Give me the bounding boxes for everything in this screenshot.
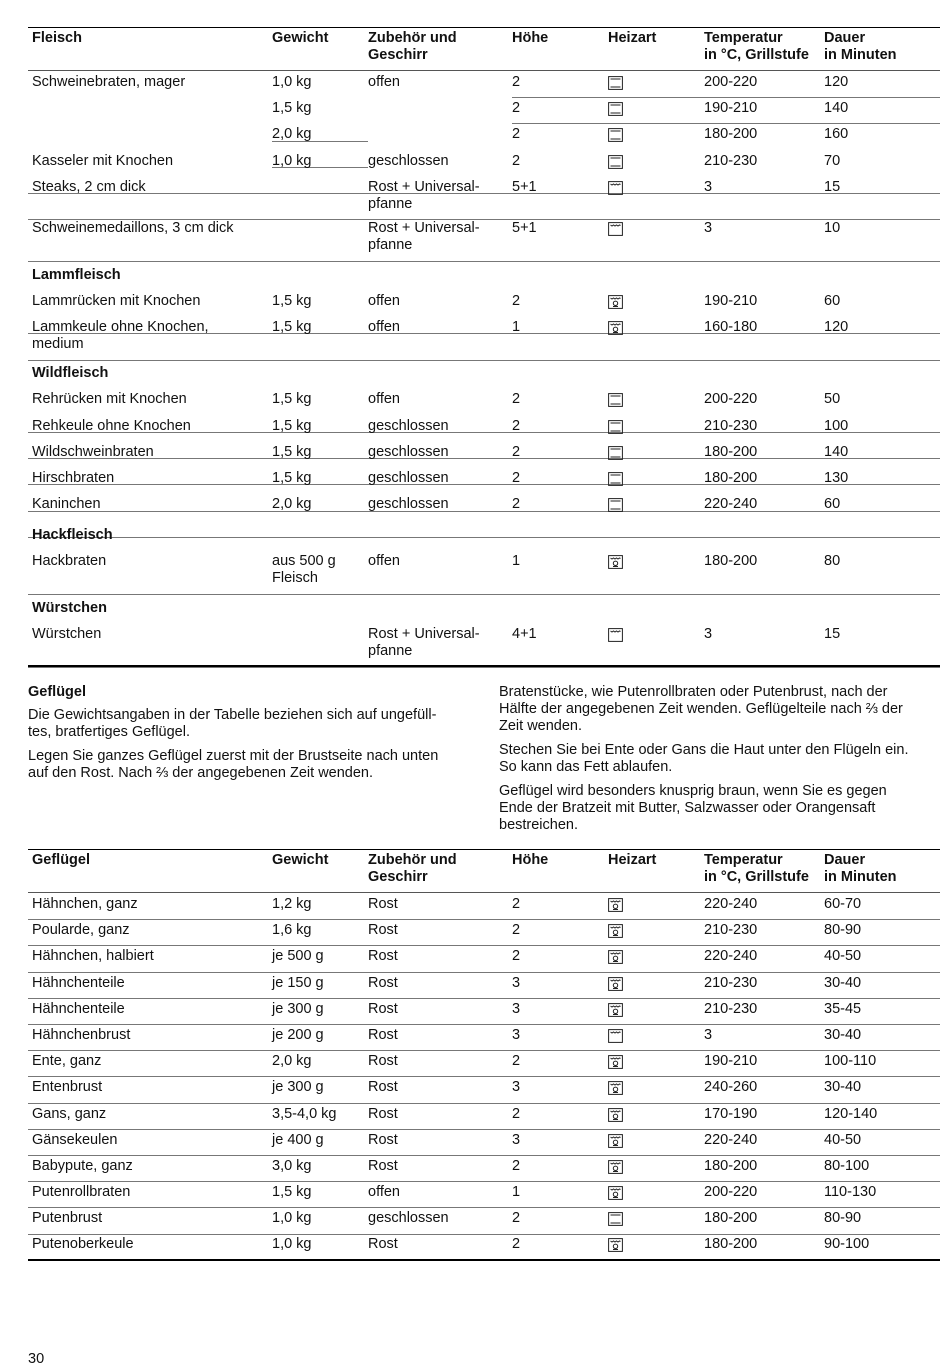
temperature: 180-200 (704, 1157, 758, 1174)
shelf-level: 2 (512, 496, 521, 513)
table-row (28, 493, 940, 519)
accessory: offen (368, 74, 400, 90)
temperature: 180-200 (704, 1210, 758, 1227)
accessory: Rost (368, 1053, 398, 1070)
temperature: 220-240 (704, 896, 758, 912)
poultry-paragraph: Legen Sie ganzes Geflügel zuerst mit der Brustseite nach unten auf den Rost. Nach ⅔ der angegebenen Zeit wenden. (28, 748, 439, 781)
food-name: Hähnchen, ganz (32, 896, 138, 912)
duration: 130 (824, 470, 849, 486)
weight: 1,5 kg (272, 318, 312, 335)
accessory: Rost + Universal- pfanne (368, 220, 480, 254)
fan-grill-icon (608, 924, 623, 938)
header-food: Geflügel (32, 852, 91, 868)
section-heading (28, 259, 940, 290)
shelf-level: 2 (512, 1053, 521, 1070)
shelf-level: 2 (512, 443, 521, 460)
table-row (28, 71, 940, 97)
temperature: 220-240 (704, 1131, 758, 1148)
temperature: 220-240 (704, 496, 758, 513)
accessory: Rost (368, 948, 398, 965)
weight: je 200 g (272, 1026, 324, 1043)
shelf-level: 5+1 (512, 178, 537, 195)
table-bottom-rule (28, 665, 940, 667)
accessory: Rost (368, 974, 398, 991)
duration: 10 (824, 220, 841, 237)
duration: 120 (824, 74, 849, 90)
shelf-level: 3 (512, 1131, 521, 1148)
fan-grill-icon (608, 1186, 623, 1200)
table-row (28, 1103, 940, 1129)
poultry-text-left (28, 684, 478, 789)
weight: je 500 g (272, 948, 324, 965)
shelf-level: 1 (512, 318, 521, 335)
accessory: Rost (368, 1236, 398, 1253)
accessory: Rost (368, 896, 398, 912)
food-name: Kasseler mit Knochen (32, 152, 174, 169)
fan-grill-icon (608, 1238, 623, 1252)
header-level: Höhe (512, 30, 549, 46)
table-header (28, 849, 940, 893)
top-bottom-heat-icon (608, 1212, 623, 1226)
top-bottom-heat-icon (608, 76, 623, 90)
food-name: Putenbrust (32, 1210, 103, 1227)
table-row (28, 945, 940, 971)
accessory: offen (368, 391, 400, 408)
table-row (28, 972, 940, 998)
table-row (28, 388, 940, 414)
temperature: 200-220 (704, 1184, 758, 1201)
duration: 140 (824, 443, 849, 460)
duration: 35-45 (824, 1000, 862, 1017)
duration: 60 (824, 292, 841, 309)
table-row (28, 415, 940, 441)
duration: 60-70 (824, 896, 862, 912)
shelf-level: 2 (512, 1157, 521, 1174)
fan-grill-icon (608, 295, 623, 309)
section-title: Wildfleisch (32, 365, 109, 382)
temperature: 180-200 (704, 470, 758, 486)
shelf-level: 2 (512, 391, 521, 408)
shelf-level: 5+1 (512, 220, 537, 237)
duration: 15 (824, 625, 841, 642)
weight: 2,0 kg (272, 126, 312, 143)
duration: 100-110 (824, 1053, 877, 1070)
shelf-level: 2 (512, 152, 521, 169)
header-duration: Dauer in Minuten (824, 852, 897, 885)
weight: je 300 g (272, 1000, 324, 1017)
duration: 90-100 (824, 1236, 870, 1253)
food-name: Putenrollbraten (32, 1184, 131, 1201)
header-temperature: Temperatur in °C, Grillstufe (704, 852, 809, 885)
fan-grill-icon (608, 950, 623, 964)
accessory: Rost (368, 1131, 398, 1148)
food-name: Entenbrust (32, 1079, 103, 1096)
food-name: Babypute, ganz (32, 1157, 133, 1174)
temperature: 3 (704, 178, 713, 195)
table-row (28, 150, 940, 176)
food-name: Lammkeule ohne Knochen, medium (32, 318, 209, 352)
fan-grill-icon (608, 977, 623, 991)
temperature: 180-200 (704, 1236, 758, 1253)
table-row (28, 623, 940, 665)
fan-grill-icon (608, 321, 623, 335)
temperature: 210-230 (704, 922, 758, 939)
weight: je 300 g (272, 1079, 324, 1096)
shelf-level: 2 (512, 896, 521, 912)
fan-grill-icon (608, 1160, 623, 1174)
shelf-level: 4+1 (512, 625, 537, 642)
duration: 80-100 (824, 1157, 870, 1174)
food-name: Ente, ganz (32, 1053, 102, 1070)
shelf-level: 2 (512, 948, 521, 965)
grill-icon (608, 222, 623, 236)
grill-icon (608, 181, 623, 195)
food-name: Hähnchenteile (32, 974, 125, 991)
section-heading (28, 592, 940, 623)
shelf-level: 3 (512, 1026, 521, 1043)
weight: 1,5 kg (272, 470, 312, 486)
food-name: Schweinebraten, mager (32, 74, 186, 90)
shelf-level: 2 (512, 126, 521, 143)
temperature: 220-240 (704, 948, 758, 965)
table-row (28, 123, 940, 149)
shelf-level: 2 (512, 1105, 521, 1122)
top-bottom-heat-icon (608, 446, 623, 460)
poultry-paragraph: Bratenstücke, wie Putenrollbraten oder Putenbrust, nach der Hälfte der angegebenen Zeit wenden. Geflügelteile nach ⅔ der Zeit wenden. (499, 684, 903, 734)
shelf-level: 2 (512, 922, 521, 939)
food-name: Lammrücken mit Knochen (32, 292, 201, 309)
duration: 120 (824, 318, 849, 335)
food-name: Hackbraten (32, 553, 107, 570)
row-divider (28, 667, 940, 668)
temperature: 190-210 (704, 100, 758, 117)
header-duration: Dauer in Minuten (824, 30, 897, 63)
section-heading (28, 357, 940, 388)
weight: 1,5 kg (272, 1184, 312, 1201)
food-name: Hähnchenteile (32, 1000, 125, 1017)
table-header (28, 27, 940, 71)
food-name: Putenoberkeule (32, 1236, 134, 1253)
shelf-level: 3 (512, 1000, 521, 1017)
section-title: Hackfleisch (32, 527, 113, 544)
duration: 50 (824, 391, 841, 408)
weight: aus 500 g Fleisch (272, 553, 336, 587)
header-food: Fleisch (32, 30, 82, 46)
accessory: Rost (368, 1026, 398, 1043)
accessory: Rost + Universal- pfanne (368, 178, 480, 212)
table-row (28, 919, 940, 945)
fan-grill-icon (608, 1108, 623, 1122)
fan-grill-icon (608, 1134, 623, 1148)
accessory: offen (368, 553, 400, 570)
top-bottom-heat-icon (608, 420, 623, 434)
table-row (28, 1076, 940, 1102)
food-name: Würstchen (32, 625, 102, 642)
temperature: 3 (704, 220, 713, 237)
shelf-level: 2 (512, 74, 521, 90)
table-row (28, 1181, 940, 1207)
row-divider (512, 97, 940, 98)
top-bottom-heat-icon (608, 102, 623, 116)
table-row (28, 1155, 940, 1181)
duration: 15 (824, 178, 841, 195)
header-temperature: Temperatur in °C, Grillstufe (704, 30, 809, 63)
food-name: Poularde, ganz (32, 922, 130, 939)
accessory: Rost + Universal- pfanne (368, 625, 480, 659)
weight: 1,6 kg (272, 922, 312, 939)
duration: 160 (824, 126, 849, 143)
accessory: offen (368, 318, 400, 335)
duration: 80-90 (824, 922, 862, 939)
food-name: Steaks, 2 cm dick (32, 178, 146, 195)
food-name: Schweinemedaillons, 3 cm dick (32, 220, 234, 237)
table-row (28, 316, 940, 358)
duration: 140 (824, 100, 849, 117)
top-bottom-heat-icon (608, 472, 623, 486)
accessory: geschlossen (368, 417, 449, 434)
food-name: Gans, ganz (32, 1105, 107, 1122)
weight: 1,5 kg (272, 292, 312, 309)
table-row (28, 893, 940, 919)
duration: 80 (824, 553, 841, 570)
shelf-level: 1 (512, 1184, 521, 1201)
weight: 1,5 kg (272, 417, 312, 434)
weight: 3,0 kg (272, 1157, 312, 1174)
table-row (28, 176, 940, 218)
weight: 2,0 kg (272, 1053, 312, 1070)
weight: 1,2 kg (272, 896, 312, 912)
row-divider (512, 123, 940, 124)
accessory: Rost (368, 1079, 398, 1096)
duration: 60 (824, 496, 841, 513)
duration: 120-140 (824, 1105, 878, 1122)
accessory: Rost (368, 1157, 398, 1174)
poultry-text-right (499, 684, 944, 841)
table-row (28, 467, 940, 493)
grill-icon (608, 628, 623, 642)
table-row (28, 550, 940, 592)
temperature: 190-210 (704, 1053, 758, 1070)
page-number: 30 (28, 1351, 45, 1367)
poultry-table (28, 849, 940, 1260)
header-heating: Heizart (608, 30, 657, 46)
duration: 40-50 (824, 948, 862, 965)
fan-grill-icon (608, 1055, 623, 1069)
accessory: offen (368, 1184, 400, 1201)
temperature: 160-180 (704, 318, 758, 335)
duration: 30-40 (824, 1079, 862, 1096)
shelf-level: 2 (512, 1210, 521, 1227)
section-heading (28, 519, 940, 550)
temperature: 240-260 (704, 1079, 758, 1096)
duration: 100 (824, 417, 849, 434)
accessory: Rost (368, 922, 398, 939)
poultry-heading: Geflügel (28, 684, 87, 700)
top-bottom-heat-icon (608, 155, 623, 169)
accessory: geschlossen (368, 152, 449, 169)
table-row (28, 97, 940, 123)
shelf-level: 2 (512, 292, 521, 309)
table-row (28, 441, 940, 467)
shelf-level: 3 (512, 1079, 521, 1096)
food-name: Hähnchenbrust (32, 1026, 131, 1043)
header-accessory: Zubehör und Geschirr (368, 852, 457, 885)
table-row (28, 1233, 940, 1259)
table-row (28, 1024, 940, 1050)
table-row (28, 217, 940, 259)
food-name: Hirschbraten (32, 470, 115, 486)
duration: 80-90 (824, 1210, 862, 1227)
temperature: 3 (704, 625, 713, 642)
weight: 2,0 kg (272, 496, 312, 513)
temperature: 170-190 (704, 1105, 758, 1122)
header-level: Höhe (512, 852, 549, 868)
fan-grill-icon (608, 555, 623, 569)
header-weight: Gewicht (272, 852, 329, 868)
temperature: 180-200 (704, 443, 758, 460)
shelf-level: 2 (512, 100, 521, 117)
fan-grill-icon (608, 1003, 623, 1017)
weight: 3,5-4,0 kg (272, 1105, 337, 1122)
food-name: Hähnchen, halbiert (32, 948, 154, 965)
weight: 1,5 kg (272, 100, 312, 117)
grill-icon (608, 1029, 623, 1043)
temperature: 210-230 (704, 974, 758, 991)
duration: 30-40 (824, 1026, 862, 1043)
duration: 40-50 (824, 1131, 862, 1148)
accessory: geschlossen (368, 470, 449, 486)
food-name: Wildschweinbraten (32, 443, 154, 460)
weight: 1,5 kg (272, 443, 312, 460)
shelf-level: 2 (512, 417, 521, 434)
header-weight: Gewicht (272, 30, 329, 46)
temperature: 3 (704, 1026, 713, 1043)
accessory: Rost (368, 1105, 398, 1122)
accessory: geschlossen (368, 1210, 449, 1227)
table-row (28, 1129, 940, 1155)
poultry-paragraph: Stechen Sie bei Ente oder Gans die Haut unter den Flügeln ein. So kann das Fett ablaufen. (499, 742, 909, 775)
food-name: Gänsekeulen (32, 1131, 118, 1148)
temperature: 210-230 (704, 417, 758, 434)
accessory: geschlossen (368, 496, 449, 513)
table-row (28, 998, 940, 1024)
meat-table (28, 27, 940, 664)
duration: 70 (824, 152, 841, 169)
food-name: Rehrücken mit Knochen (32, 391, 187, 408)
food-name: Kaninchen (32, 496, 101, 513)
top-bottom-heat-icon (608, 498, 623, 512)
header-accessory: Zubehör und Geschirr (368, 30, 457, 63)
header-heating: Heizart (608, 852, 657, 868)
temperature: 200-220 (704, 74, 758, 90)
weight: 1,0 kg (272, 1236, 312, 1253)
duration: 30-40 (824, 974, 862, 991)
section-title: Lammfleisch (32, 266, 121, 283)
weight: 1,0 kg (272, 74, 312, 90)
poultry-paragraph: Die Gewichtsangaben in der Tabelle beziehen sich auf ungefüll- tes, bratfertiges Geflügel. (28, 707, 437, 740)
food-name: Rehkeule ohne Knochen (32, 417, 191, 434)
table-row (28, 1207, 940, 1233)
temperature: 200-220 (704, 391, 758, 408)
top-bottom-heat-icon (608, 393, 623, 407)
shelf-level: 3 (512, 974, 521, 991)
top-bottom-heat-icon (608, 128, 623, 142)
section-title: Würstchen (32, 599, 107, 616)
fan-grill-icon (608, 1081, 623, 1095)
poultry-paragraph: Geflügel wird besonders knusprig braun, wenn Sie es gegen Ende der Bratzeit mit Butter, Salzwasser oder Orangensaft bestreichen. (499, 783, 887, 833)
temperature: 180-200 (704, 553, 758, 570)
weight: 1,0 kg (272, 1210, 312, 1227)
temperature: 210-230 (704, 152, 758, 169)
shelf-level: 2 (512, 470, 521, 486)
accessory: offen (368, 292, 400, 309)
weight: 1,5 kg (272, 391, 312, 408)
weight: je 150 g (272, 974, 324, 991)
duration: 110-130 (824, 1184, 877, 1201)
temperature: 180-200 (704, 126, 758, 143)
table-row (28, 290, 940, 316)
fan-grill-icon (608, 898, 623, 912)
shelf-level: 2 (512, 1236, 521, 1253)
table-row (28, 1050, 940, 1076)
weight: je 400 g (272, 1131, 324, 1148)
temperature: 210-230 (704, 1000, 758, 1017)
temperature: 190-210 (704, 292, 758, 309)
shelf-level: 1 (512, 553, 521, 570)
accessory: Rost (368, 1000, 398, 1017)
accessory: geschlossen (368, 443, 449, 460)
weight: 1,0 kg (272, 152, 312, 169)
table-bottom-rule (28, 1259, 940, 1261)
